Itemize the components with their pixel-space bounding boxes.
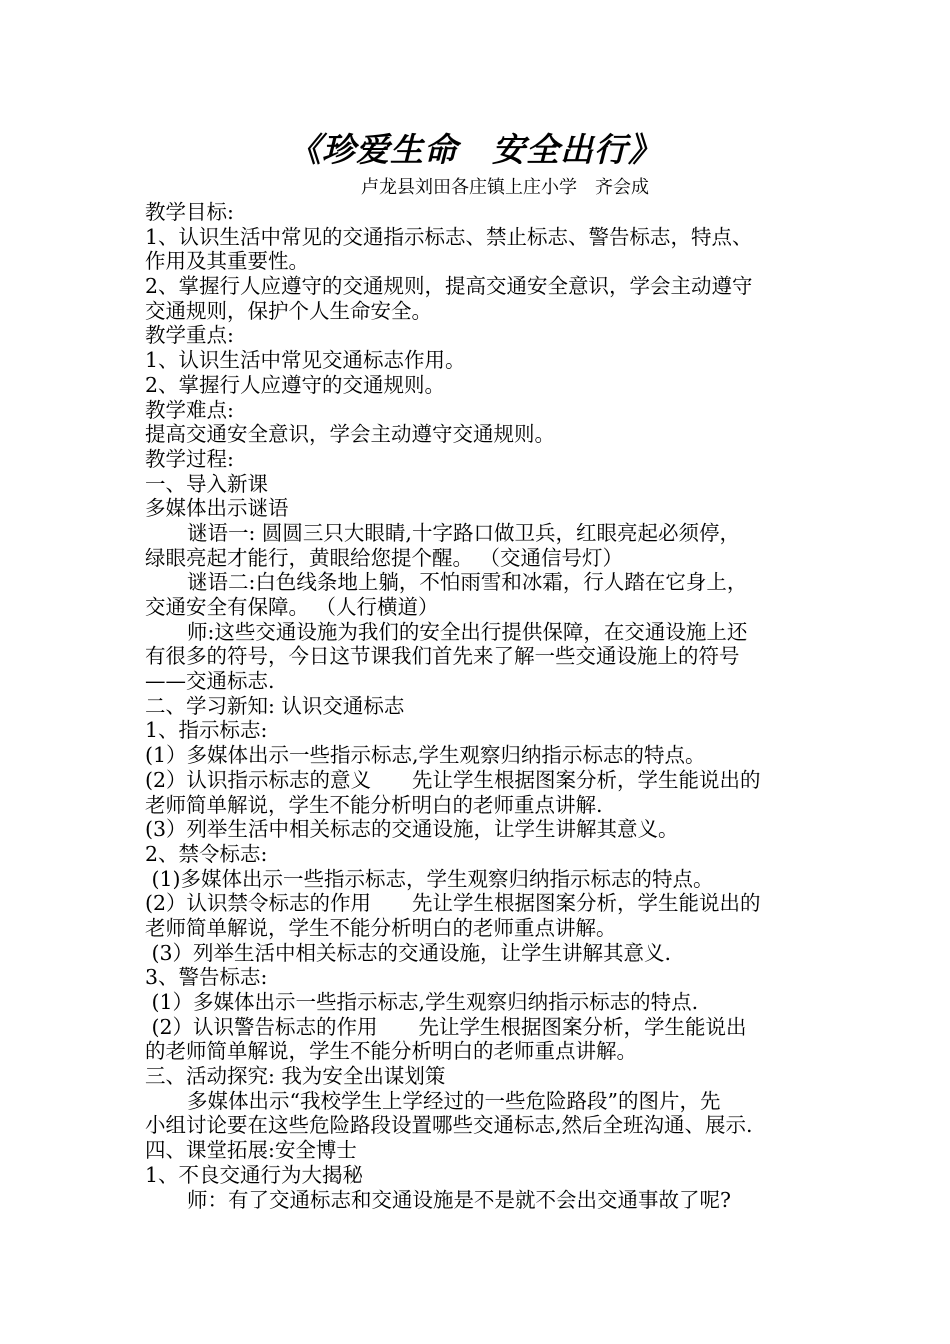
text-line: 绿眼亮起才能行，黄眼给您提个醒。 （交通信号灯） xyxy=(145,545,624,570)
text-line: 提高交通安全意识，学会主动遵守交通规则。 xyxy=(145,422,555,447)
text-line: 1、认识生活中常见交通标志作用。 xyxy=(145,348,466,373)
text-line: 教学过程: xyxy=(145,446,234,471)
document-body xyxy=(145,200,810,1212)
text-line: 1、不良交通行为大揭秘 xyxy=(145,1162,364,1187)
text-line: 师:这些交通设施为我们的安全出行提供保障，在交通设施上还 xyxy=(187,619,748,644)
text-line: (2）认识禁令标志的作用 先让学生根据图案分析，学生能说出的 xyxy=(145,891,761,916)
text-line: 交通安全有保障。 （人行横道） xyxy=(145,595,439,619)
text-line: 四、课堂拓展:安全博士 xyxy=(145,1138,357,1163)
text-line: 1、指示标志: xyxy=(145,718,268,743)
text-line: (3）列举生活中相关标志的交通设施，让学生讲解其意义. xyxy=(145,940,672,965)
text-line: (1）多媒体出示一些指示标志,学生观察归纳指示标志的特点. xyxy=(145,990,699,1014)
text-line: 二、学习新知: 认识交通标志 xyxy=(145,693,405,718)
text-line: 1、认识生活中常见的交通指示标志、禁止标志、警告标志，特点、 xyxy=(145,224,753,249)
document-title: 《珍爱生命 安全出行》 xyxy=(288,130,662,169)
text-line: (2）认识指示标志的意义 先让学生根据图案分析，学生能说出的 xyxy=(145,767,761,792)
text-line: 有很多的符号，今日这节课我们首先来了解一些交通设施上的符号 xyxy=(145,644,740,669)
text-line: (3）列举生活中相关标志的交通设施，让学生讲解其意义。 xyxy=(145,817,679,842)
text-line: 2、禁令标志: xyxy=(145,841,268,866)
text-line: 小组讨论要在这些危险路段设置哪些交通标志,然后全班沟通、展示. xyxy=(145,1113,753,1138)
text-line: 教学目标: xyxy=(145,200,234,224)
text-line: 作用及其重要性。 xyxy=(145,249,309,274)
text-line: 谜语一: 圆圆三只大眼睛,十字路口做卫兵，红眼亮起必须停， xyxy=(187,520,740,545)
text-line: 三、活动探究: 我为安全出谋划策 xyxy=(145,1064,446,1089)
text-line: 谜语二:白色线条地上躺，不怕雨雪和冰霜，行人踏在它身上， xyxy=(187,570,748,595)
text-line: (1）多媒体出示一些指示标志,学生观察归纳指示标志的特点。 xyxy=(145,743,706,768)
text-line: 2、掌握行人应遵守的交通规则，提高交通安全意识，学会主动遵守 xyxy=(145,274,753,299)
text-line: ——交通标志. xyxy=(145,669,275,694)
text-line: (2）认识警告标志的作用 先让学生根据图案分析，学生能说出 xyxy=(145,1014,747,1039)
text-line: 交通规则，保护个人生命安全。 xyxy=(145,298,432,323)
text-line: 多媒体出示谜语 xyxy=(145,496,289,521)
text-line: 多媒体出示“我校学生上学经过的一些危险路段”的图片，先 xyxy=(187,1088,721,1113)
text-line: 老师简单解说，学生不能分析明白的老师重点讲解。 xyxy=(145,915,617,940)
text-line: 教学难点: xyxy=(145,397,234,422)
text-line: 老师简单解说，学生不能分析明白的老师重点讲解. xyxy=(145,792,603,817)
text-line: 师：有了交通标志和交通设施是不是就不会出交通事故了呢? xyxy=(187,1187,731,1212)
text-line: 一、导入新课 xyxy=(145,471,268,496)
text-line: 2、掌握行人应遵守的交通规则。 xyxy=(145,372,446,397)
text-line: 教学重点: xyxy=(145,323,234,348)
document-subtitle: 卢龙县刘田各庄镇上庄小学 齐会成 xyxy=(361,177,649,198)
text-line: 3、警告标志: xyxy=(145,965,268,990)
text-line: (1)多媒体出示一些指示标志，学生观察归纳指示标志的特点。 xyxy=(145,866,714,891)
text-line: 的老师简单解说，学生不能分析明白的老师重点讲解。 xyxy=(145,1039,637,1064)
